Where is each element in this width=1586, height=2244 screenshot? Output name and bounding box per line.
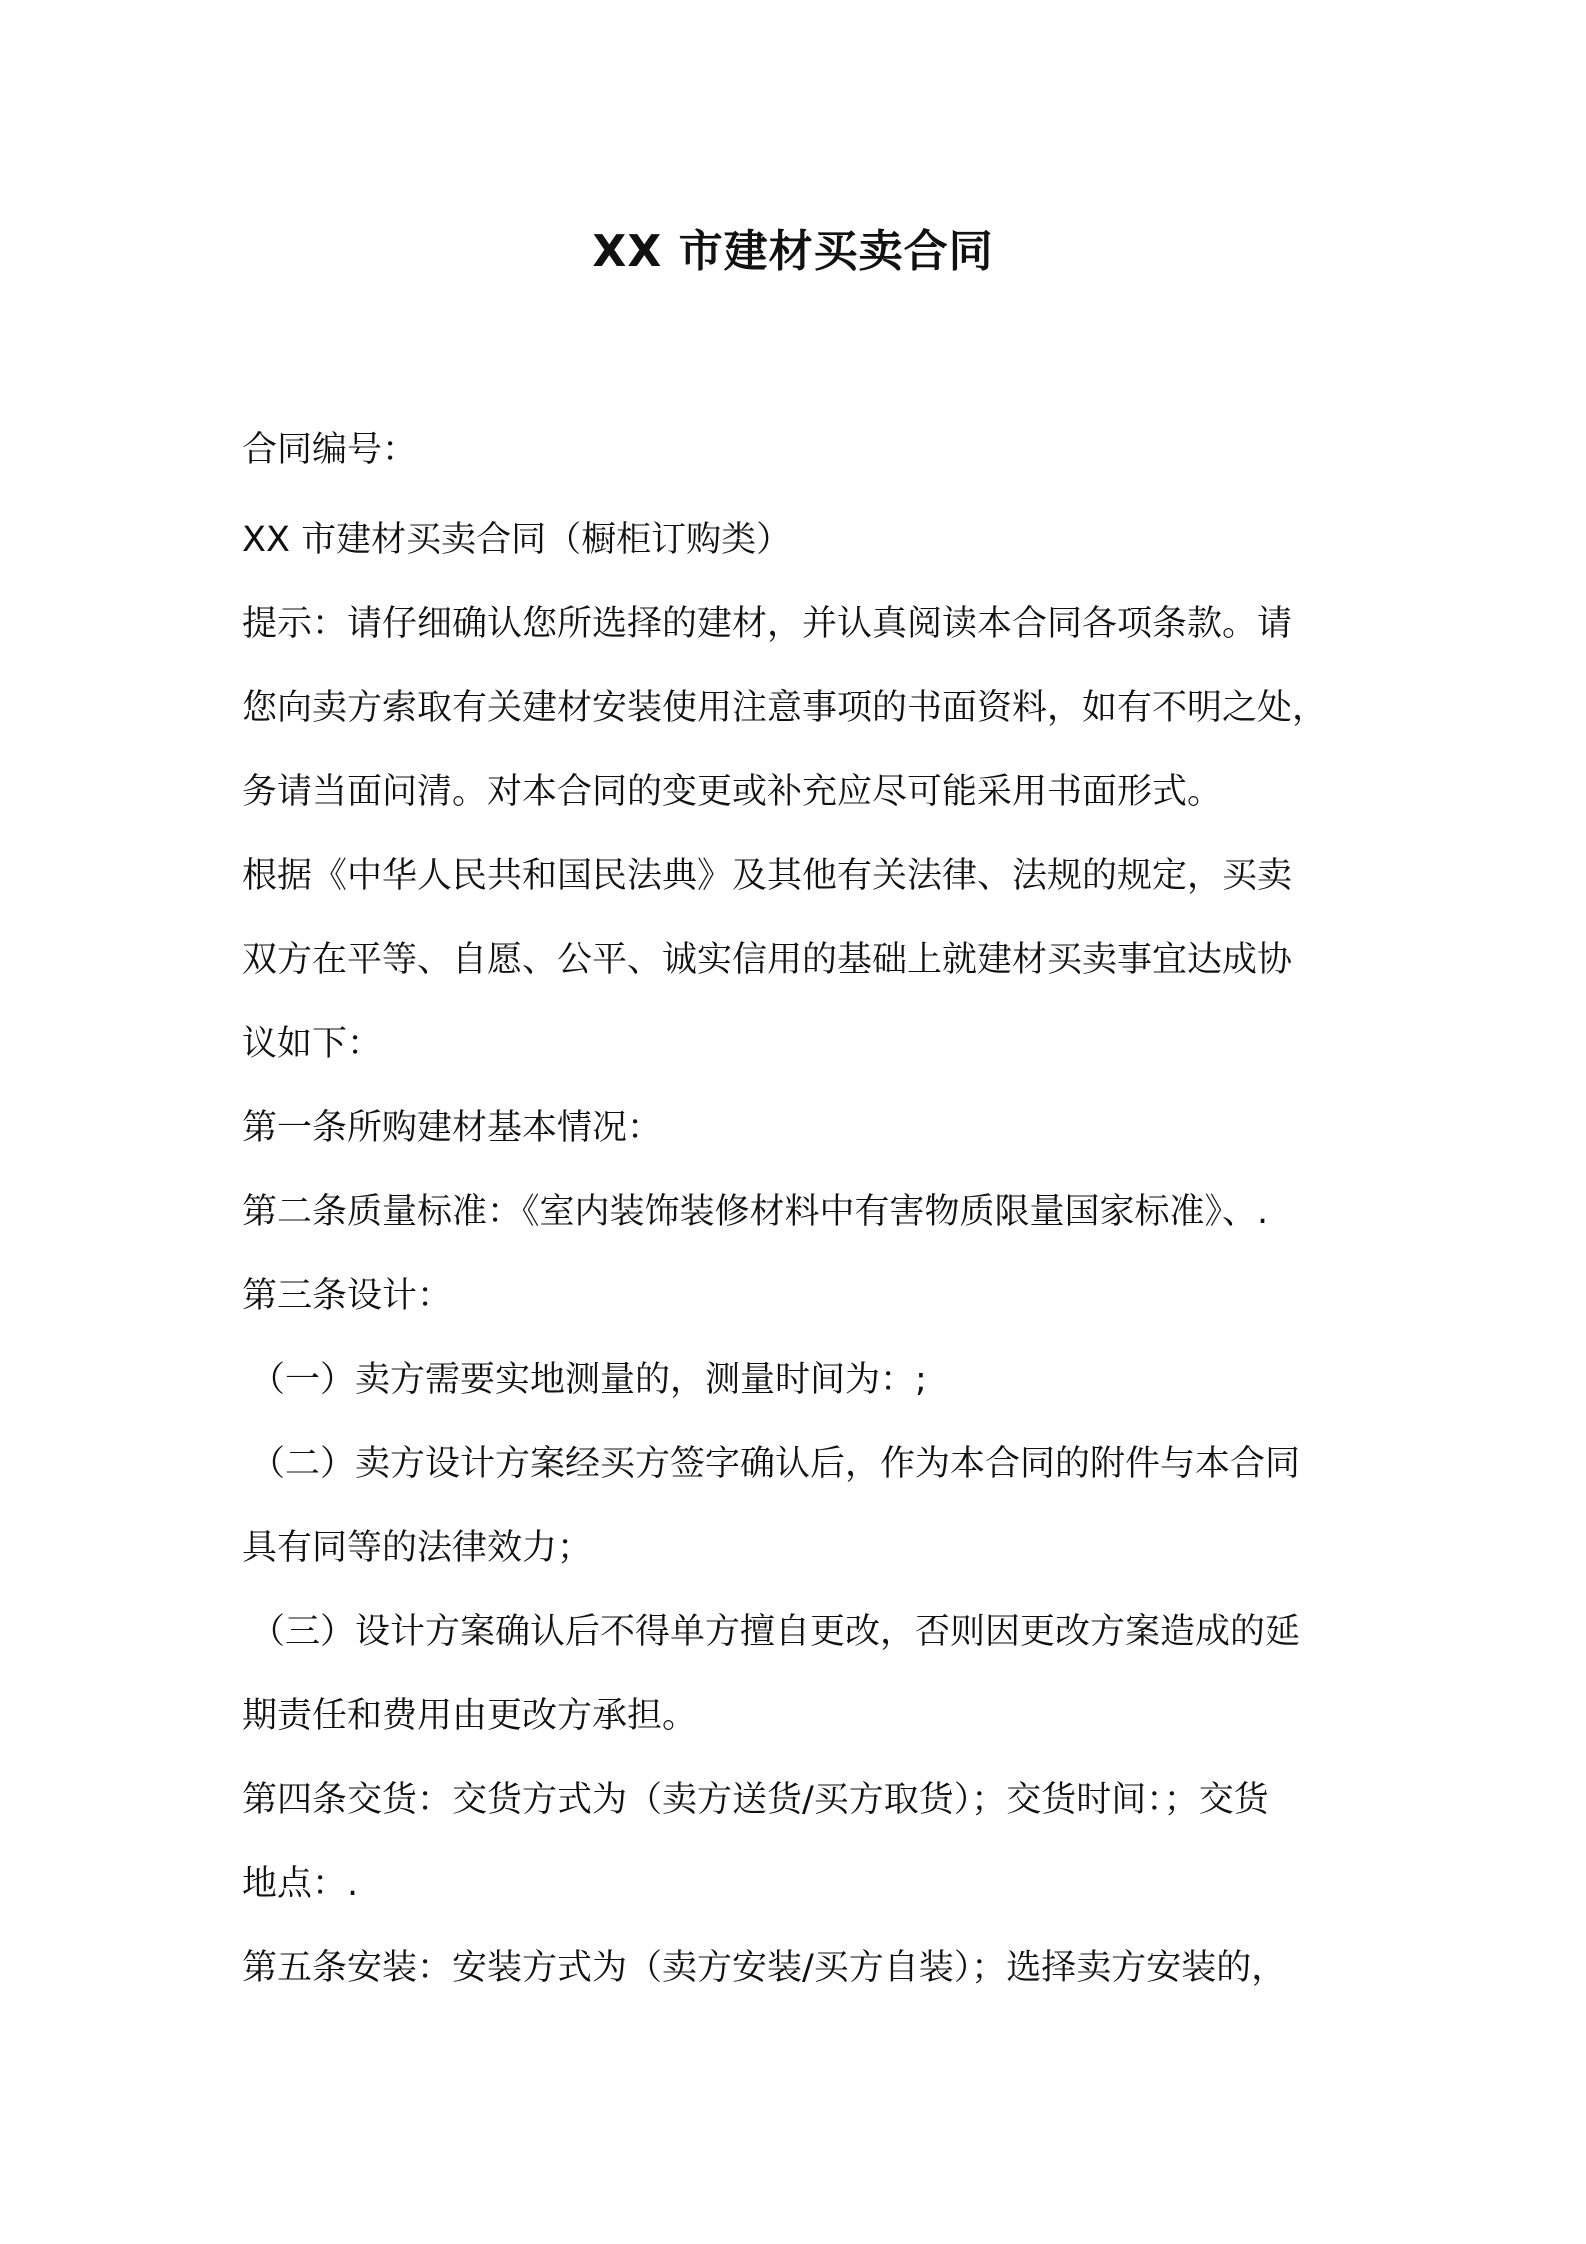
article-3-item-3-cont: 期责任和费用由更改方承担。: [242, 1696, 698, 1736]
article-4: 第四条交货：交货方式为（卖方送货/买方取货）；交货时间：；交货: [242, 1780, 1269, 1820]
preamble-line: 根据《中华人民共和国民法典》及其他有关法律、法规的规定，买卖: [242, 856, 1293, 896]
article-3: 第三条设计：: [242, 1276, 453, 1316]
document-title: XX 市建材买卖合同: [592, 226, 994, 277]
document-body: [242, 408, 1362, 2010]
article-3-item-2: （二）卖方设计方案经买方签字确认后，作为本合同的附件与本合同: [250, 1444, 1301, 1484]
preamble-line: 议如下：: [242, 1024, 383, 1064]
notice-line: 提示：请仔细确认您所选择的建材，并认真阅读本合同各项条款。请: [242, 604, 1293, 644]
article-5: 第五条安装：安装方式为（卖方安装/买方自装）；选择卖方安装的，: [242, 1948, 1287, 1988]
notice-line: 务请当面问清。对本合同的变更或补充应尽可能采用书面形式。: [242, 772, 1223, 812]
notice-line: 您向卖方索取有关建材安装使用注意事项的书面资料，如有不明之处，: [242, 688, 1328, 728]
contract-number-label: 合同编号：: [242, 430, 418, 470]
article-1: 第一条所购建材基本情况：: [242, 1108, 663, 1148]
article-2: 第二条质量标准：《室内装饰装修材料中有害物质限量国家标准》、.: [242, 1192, 1269, 1232]
contract-subtitle: XX 市建材买卖合同（橱柜订购类）: [242, 520, 792, 560]
article-4-cont: 地点：.: [242, 1864, 359, 1904]
preamble-line: 双方在平等、自愿、公平、诚实信用的基础上就建材买卖事宜达成协: [242, 940, 1293, 980]
article-3-item-3: （三）设计方案确认后不得单方擅自更改，否则因更改方案造成的延: [250, 1612, 1301, 1652]
article-3-item-1: （一）卖方需要实地测量的，测量时间为：;: [250, 1360, 927, 1400]
article-3-item-2-cont: 具有同等的法律效力；: [242, 1528, 593, 1568]
